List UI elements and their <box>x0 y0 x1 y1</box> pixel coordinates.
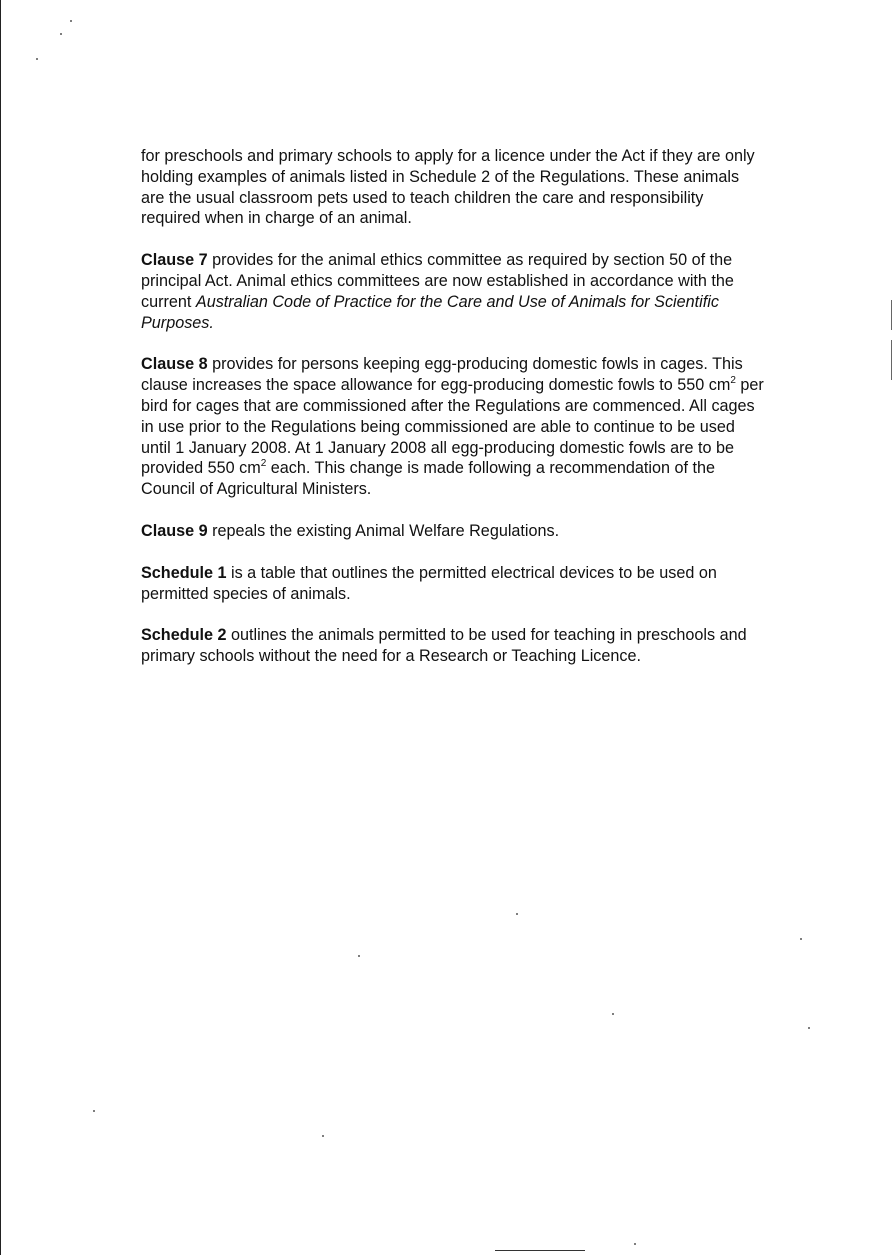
scan-speck <box>612 1013 614 1015</box>
scan-speck <box>70 20 72 22</box>
paragraph-clause-7 <box>141 250 766 333</box>
paragraph-clause-9 <box>141 521 766 542</box>
paragraph-schedule-1 <box>141 563 766 605</box>
scan-speck <box>322 1135 324 1137</box>
clause-heading: Clause 9 <box>141 521 208 540</box>
scan-speck <box>36 58 38 60</box>
superscript: 2 <box>730 374 736 386</box>
paragraph-intro <box>141 146 766 229</box>
schedule-heading: Schedule 1 <box>141 563 227 582</box>
superscript: 2 <box>260 457 267 469</box>
scan-speck <box>60 33 62 35</box>
clause-heading: Clause 7 <box>141 251 208 270</box>
paragraph-schedule-2 <box>141 625 766 667</box>
paragraph-text: provides for the animal ethics committee as required by section 50 of the principal Act. Animal ethics committees are now established in accordance with the current <box>141 251 734 311</box>
scan-speck <box>808 1027 810 1029</box>
paragraph-text: is a table that outlines the permitted electrical devices to be used on permitted species of animals. <box>141 563 717 603</box>
schedule-heading: Schedule 2 <box>141 626 227 645</box>
scan-speck <box>516 913 518 915</box>
scan-edge <box>0 0 1 1255</box>
scan-speck <box>358 955 360 957</box>
document-body <box>141 146 766 688</box>
paragraph-text: per bird for cages that are commissioned after the Regulations are commenced. All cages in use prior to the Regulations being commissioned are able to continue to be used until 1 January 2008. At 1 January 2008 all egg-producing domestic fowls are to be provided 550 cm <box>141 376 764 478</box>
clause-heading: Clause 8 <box>141 355 208 374</box>
code-title: Australian Code of Practice for the Care and Use of Animals for Scientific Purposes. <box>141 292 719 332</box>
paragraph-text: each. This change is made following a recommendation of the Council of Agricultural Ministers. <box>141 459 715 499</box>
paragraph-text: provides for persons keeping egg-producing domestic fowls in cages. This clause increases the space allowance for egg-producing domestic fowls to 550 cm <box>141 355 743 395</box>
paragraph-text: for preschools and primary schools to apply for a licence under the Act if they are only holding examples of animals listed in Schedule 2 of the Regulations. These animals are the usual classroom pets used to teach children the care and responsibility required when in charge of an animal. <box>141 147 755 228</box>
paragraph-text: outlines the animals permitted to be used for teaching in preschools and primary schools without the need for a Research or Teaching Licence. <box>141 626 747 666</box>
scan-edge <box>495 1250 585 1251</box>
scan-speck <box>800 938 802 940</box>
paragraph-clause-8 <box>141 354 766 500</box>
scan-speck <box>634 1243 636 1245</box>
scan-speck <box>93 1110 95 1112</box>
paragraph-text: repeals the existing Animal Welfare Regulations. <box>207 521 560 540</box>
